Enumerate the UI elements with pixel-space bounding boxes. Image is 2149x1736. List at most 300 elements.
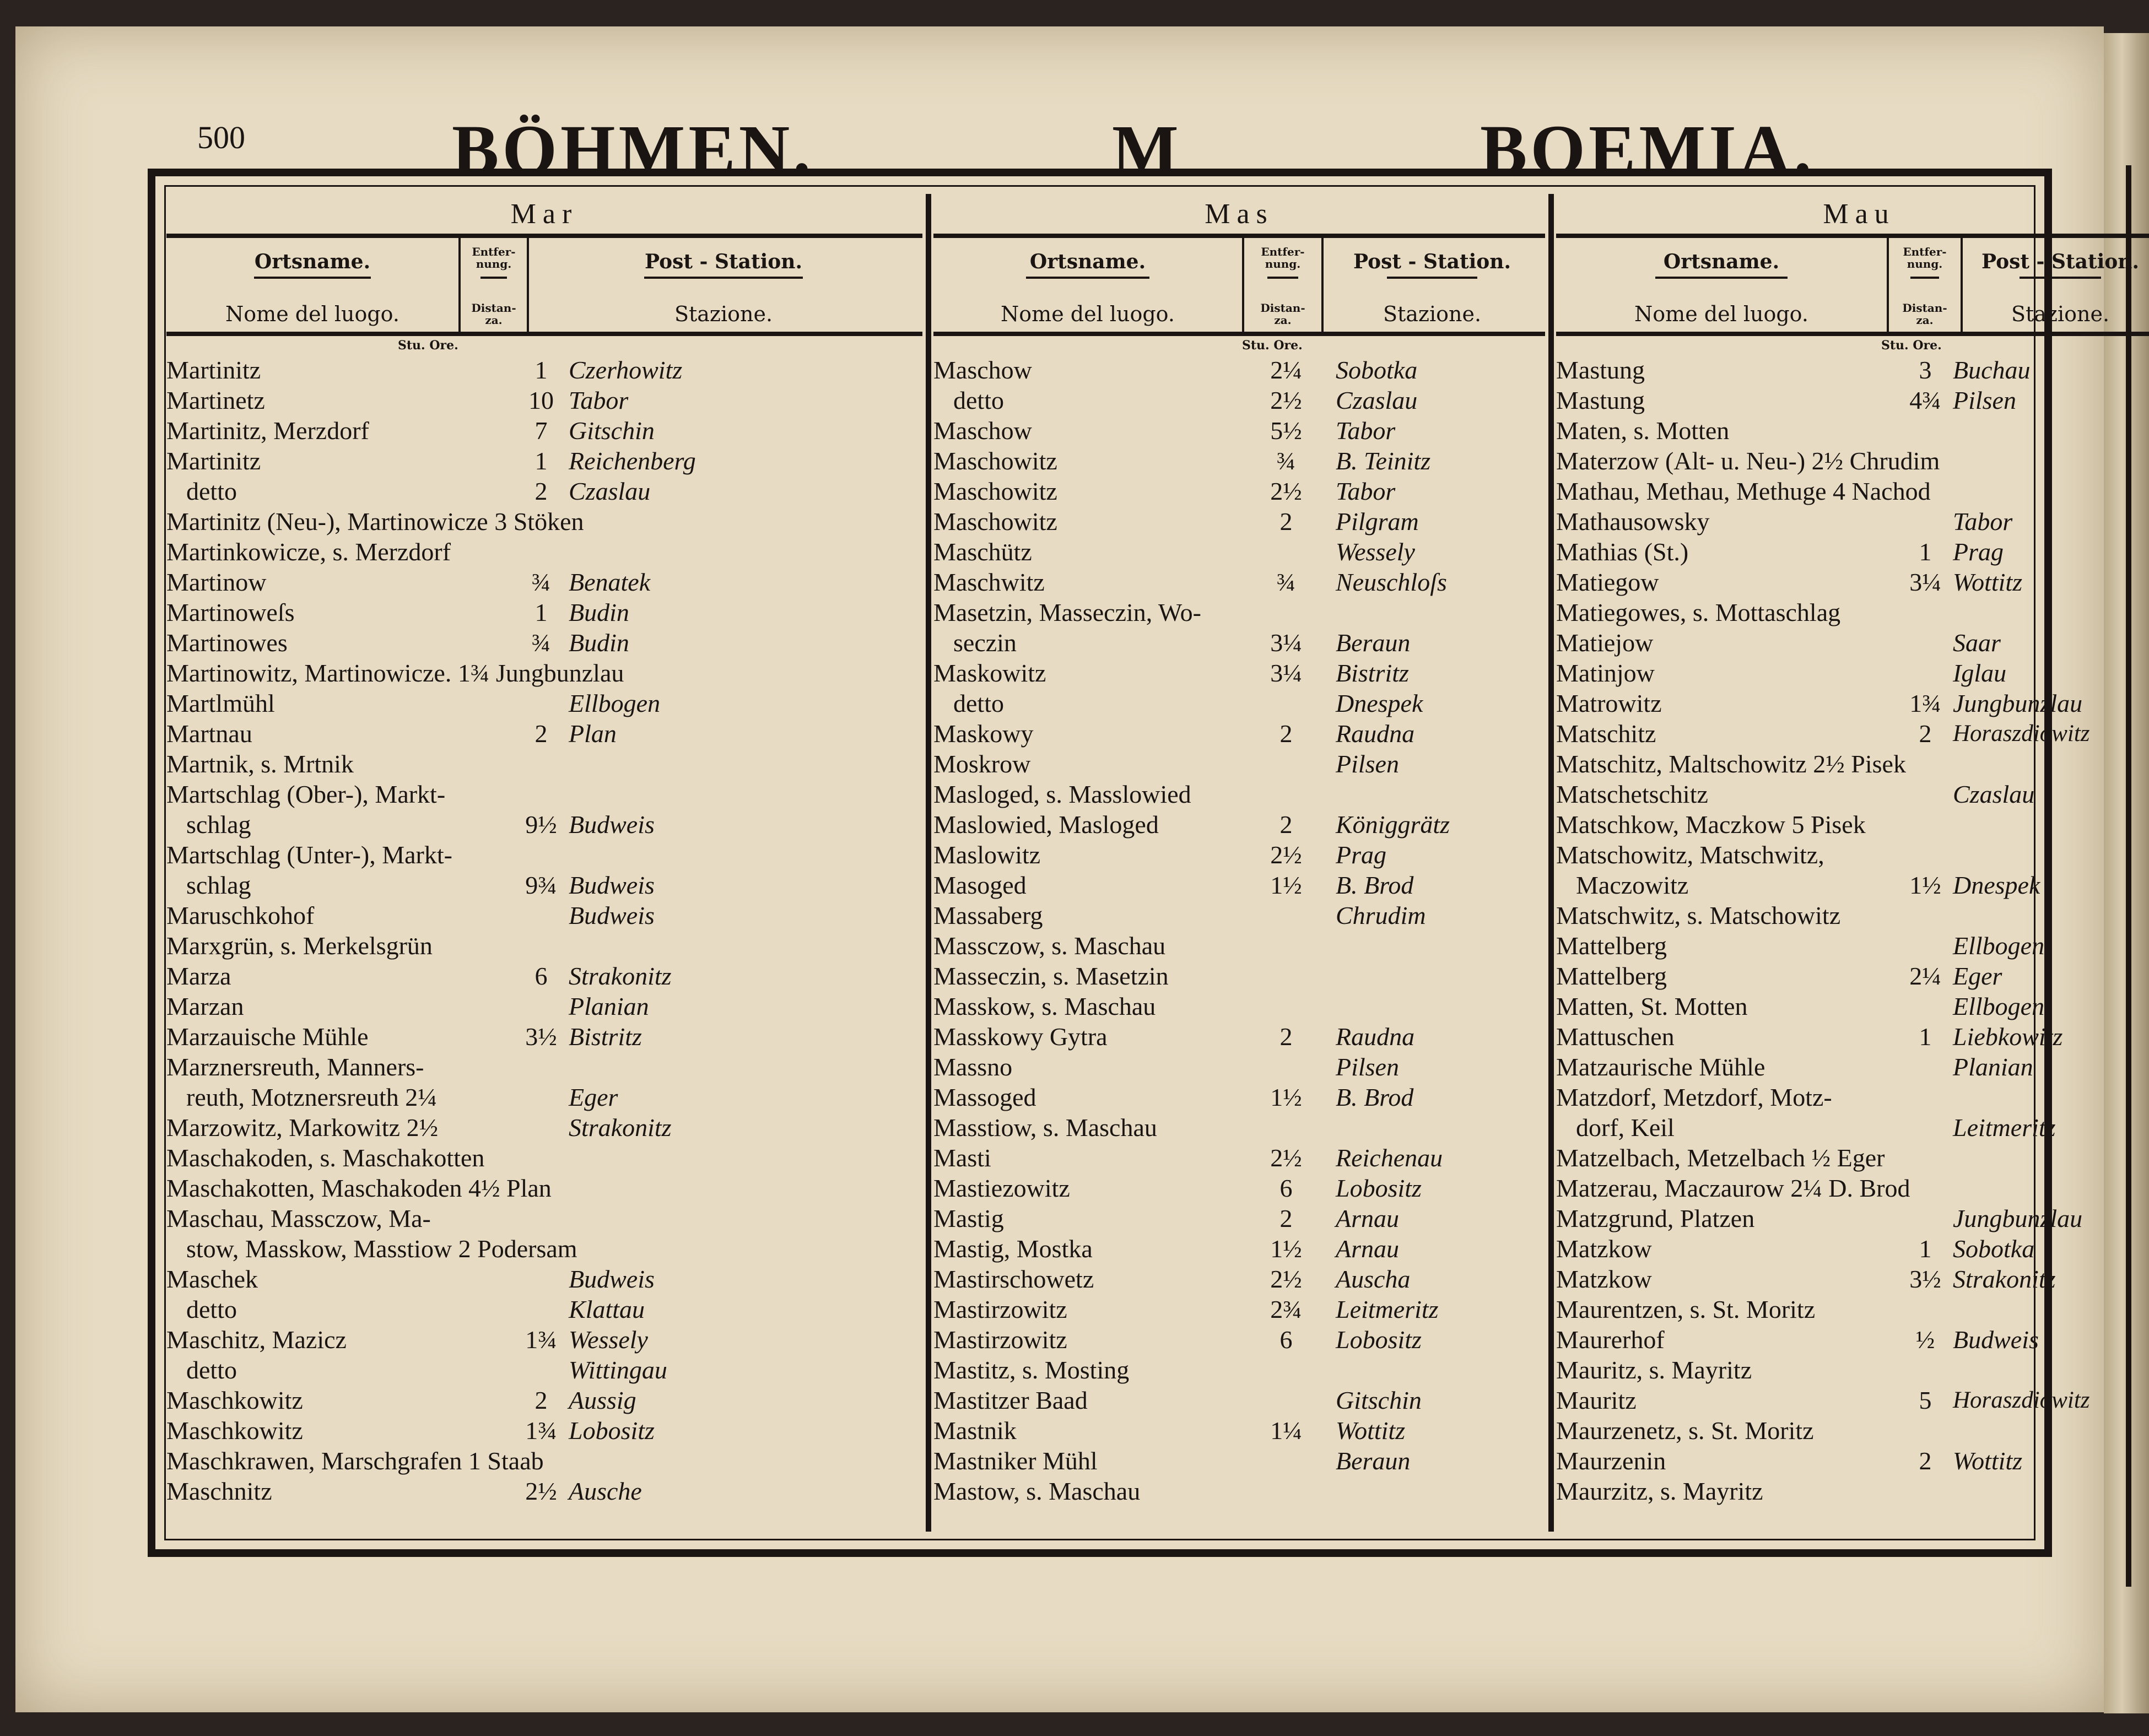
place-name: Mastitzer Baad: [933, 1386, 1088, 1414]
distance: 1¾: [525, 1326, 557, 1354]
header-distance: [458, 238, 529, 332]
table-row: [933, 1415, 1545, 1446]
header-nung: nung.: [1265, 257, 1301, 271]
post-station: Beraun: [1336, 1447, 1411, 1475]
distance: 3½: [1909, 1265, 1941, 1293]
place-name: Maschakoden, s. Maschakotten: [166, 1144, 485, 1172]
place-name: Mathau, Methau, Methuge 4 Nachod: [1556, 477, 1931, 505]
post-station: B. Brod: [1336, 871, 1414, 899]
post-station: Liebkowitz: [1953, 1023, 2063, 1051]
table-row: [933, 446, 1545, 476]
header-entfer: Entfer-: [1903, 245, 1947, 258]
table-row: [166, 1082, 922, 1112]
table-row: [933, 1112, 1545, 1143]
place-name: schlag: [186, 810, 251, 839]
place-name: Maurzenin: [1556, 1447, 1666, 1475]
table-row: [1556, 1021, 2149, 1052]
post-station: Tabor: [1953, 507, 2013, 536]
table-row: [166, 506, 922, 537]
distance: 3¼: [1270, 629, 1302, 657]
table-row: [166, 628, 922, 658]
column-mau: [1556, 198, 2149, 1533]
distance: 4¾: [1909, 386, 1941, 414]
post-station: Plan: [569, 720, 617, 748]
distance: ¾: [531, 568, 551, 596]
header-za: za.: [485, 313, 503, 327]
table-row: [1556, 1324, 2149, 1355]
place-name: Maurzitz, s. Mayritz: [1556, 1477, 1763, 1505]
distance: 1¼: [1270, 1416, 1302, 1445]
table-row: [933, 688, 1545, 718]
place-name: Massaberg: [933, 901, 1043, 929]
place-name: Maschkrawen, Marschgrafen 1 Staab: [166, 1447, 544, 1475]
distance: 1: [1919, 1023, 1932, 1051]
place-name: Mastow, s. Maschau: [933, 1477, 1141, 1505]
table-row: [1556, 1112, 2149, 1143]
header-stazione: Stazione.: [674, 302, 773, 326]
table-row: [1556, 840, 2149, 870]
table-row: [933, 1355, 1545, 1385]
distance: 5½: [1270, 417, 1302, 445]
place-name: detto: [186, 1356, 237, 1384]
place-name: detto: [186, 1295, 237, 1323]
place-name: Marza: [166, 962, 231, 990]
table-row: [933, 779, 1545, 809]
table-row: [166, 1415, 922, 1446]
table-row: [1556, 1415, 2149, 1446]
post-station: Bistritz: [1336, 659, 1409, 687]
table-row: [166, 1324, 922, 1355]
table-row: [933, 506, 1545, 537]
distance: 2½: [1270, 386, 1302, 414]
post-station: Budweis: [569, 1265, 655, 1293]
post-station: Wottitz: [1953, 568, 2023, 596]
table-row: [933, 840, 1545, 870]
table-row: [166, 385, 922, 415]
distance: 2½: [525, 1477, 557, 1505]
place-name: Matiegowes, s. Mottaschlag: [1556, 598, 1841, 626]
post-station: Horaszdiowitz: [1953, 1387, 2090, 1413]
post-station: Gitschin: [1336, 1386, 1422, 1414]
place-name: Mattelberg: [1556, 962, 1667, 990]
post-station: Tabor: [1336, 417, 1396, 445]
table-row: [933, 385, 1545, 415]
place-name: Maurzenetz, s. St. Moritz: [1556, 1416, 1814, 1445]
header-stazione: Stazione.: [1383, 302, 1482, 326]
distance: 2¾: [1270, 1295, 1302, 1323]
place-name: Maczowitz: [1576, 871, 1689, 899]
title-letter: M: [1112, 111, 1182, 189]
place-name: Massoged: [933, 1083, 1036, 1111]
header-distance: [1887, 238, 1963, 332]
place-name: detto: [953, 689, 1004, 717]
post-station: Czaslau: [569, 477, 651, 505]
post-station: Ellbogen: [569, 689, 661, 717]
distance: 2: [534, 477, 548, 505]
column-header: [1556, 234, 2149, 336]
distance: 1½: [1270, 1235, 1302, 1263]
distance: ¾: [1276, 447, 1296, 475]
column-divider: [926, 194, 931, 1532]
place-name: Mastirzowitz: [933, 1295, 1067, 1323]
place-name: Mastig: [933, 1204, 1004, 1232]
table-row: [933, 537, 1545, 567]
place-name: Martinetz: [166, 386, 265, 414]
place-name: Matzdorf, Metzdorf, Motz-: [1556, 1083, 1832, 1111]
post-station: Horaszdiowitz: [1953, 721, 2090, 747]
header-stazione: Stazione.: [2011, 302, 2110, 326]
table-row: [166, 597, 922, 628]
header-za: za.: [1274, 313, 1292, 327]
distance: 2½: [1270, 1265, 1302, 1293]
table-row: [933, 1294, 1545, 1324]
distance: 6: [1279, 1326, 1293, 1354]
table-row: [933, 1476, 1545, 1506]
post-station: Wittingau: [569, 1356, 667, 1384]
title-german: BÖHMEN.: [452, 111, 814, 189]
table-row: [933, 658, 1545, 688]
post-station: Lobositz: [1336, 1174, 1422, 1202]
post-station: Ellbogen: [1953, 992, 2045, 1020]
place-name: Mastirschowetz: [933, 1265, 1094, 1293]
place-name: Mastung: [1556, 386, 1645, 414]
header-post-station: [1958, 238, 2149, 332]
distance: 1½: [1909, 871, 1941, 899]
table-row: [933, 900, 1545, 931]
table-row: [166, 749, 922, 779]
table-row: [933, 1446, 1545, 1476]
place-name: Matschitz, Maltschowitz 2½ Pisek: [1556, 750, 1906, 778]
table-row: [1556, 385, 2149, 415]
place-name: Mauritz: [1556, 1386, 1637, 1414]
place-name: Mastitz, s. Mosting: [933, 1356, 1130, 1384]
distance: 6: [534, 962, 548, 990]
post-station: Klattau: [569, 1295, 645, 1323]
post-station: Czerhowitz: [569, 356, 683, 384]
table-row: [933, 809, 1545, 840]
place-name: Maschnitz: [166, 1477, 272, 1505]
distance: 2: [1279, 1204, 1293, 1232]
distance: ¾: [531, 629, 551, 657]
header-ortsname: Ortsname.: [254, 250, 371, 273]
header-ortsname: Ortsname.: [1029, 250, 1146, 273]
post-station: Tabor: [569, 386, 629, 414]
post-station: Planian: [1953, 1053, 2033, 1081]
table-row: [933, 567, 1545, 597]
place-name: Martnik, s. Mrtnik: [166, 750, 354, 778]
table-row: [933, 355, 1545, 385]
header-nung: nung.: [1907, 257, 1943, 271]
post-station: Iglau: [1953, 659, 2007, 687]
post-station: Wessely: [569, 1326, 648, 1354]
place-name: Maslowitz: [933, 841, 1041, 869]
place-name: Maschakotten, Maschakoden 4½ Plan: [166, 1174, 552, 1202]
table-row: [1556, 870, 2149, 900]
header-nome: Nome del luogo.: [1634, 302, 1808, 326]
post-station: Neuschloſs: [1336, 568, 1447, 596]
table-row: [166, 931, 922, 961]
header-post-station: [1319, 238, 1545, 332]
table-row: [1556, 355, 2149, 385]
post-station: Czaslau: [1336, 386, 1418, 414]
distance: 5: [1919, 1386, 1932, 1414]
table-row: [1556, 900, 2149, 931]
table-row: [166, 840, 922, 870]
post-station: Wessely: [1336, 538, 1415, 566]
post-station: Czaslau: [1953, 780, 2035, 808]
place-name: Mauritz, s. Mayritz: [1556, 1356, 1752, 1384]
post-station: Benatek: [569, 568, 651, 596]
post-station: Budin: [569, 598, 629, 626]
post-station: Arnau: [1336, 1204, 1399, 1232]
distance: ¾: [1276, 568, 1296, 596]
distance: 2¼: [1270, 356, 1302, 384]
place-name: Massczow, s. Maschau: [933, 932, 1166, 960]
place-name: Martschlag (Unter-), Markt-: [166, 841, 452, 869]
place-name: Matzelbach, Metzelbach ½ Eger: [1556, 1144, 1885, 1172]
table-row: [1556, 506, 2149, 537]
place-name: Masloged, s. Masslowied: [933, 780, 1191, 808]
post-station: Bistritz: [569, 1023, 642, 1051]
distance: 3¼: [1909, 568, 1941, 596]
post-station: Budweis: [1953, 1326, 2039, 1354]
table-row: [166, 1173, 922, 1203]
table-row: [933, 628, 1545, 658]
distance: 1: [534, 356, 548, 384]
table-row: [1556, 1385, 2149, 1415]
post-station: Pilsen: [1953, 386, 2016, 414]
distance: 3½: [525, 1023, 557, 1051]
table-row: [1556, 1234, 2149, 1264]
table-row: [1556, 779, 2149, 809]
post-station: Prag: [1953, 538, 2004, 566]
post-station: Buchau: [1953, 356, 2031, 384]
post-station: Dnespek: [1953, 871, 2040, 899]
table-row: [933, 1264, 1545, 1294]
place-name: Mattelberg: [1556, 932, 1667, 960]
distance: 2: [534, 720, 548, 748]
place-name: Martinoweſs: [166, 598, 295, 626]
post-station: Budweis: [569, 810, 655, 839]
distance: 2: [1279, 810, 1293, 839]
post-station: Lobositz: [1336, 1326, 1422, 1354]
distance: 9½: [525, 810, 557, 839]
place-name: Matinjow: [1556, 659, 1655, 687]
table-row: [1556, 658, 2149, 688]
table-row: [1556, 961, 2149, 991]
table-row: [166, 718, 922, 749]
place-name: Maskowitz: [933, 659, 1046, 687]
table-row: [166, 1143, 922, 1173]
column-group-label: Mau: [1823, 198, 1896, 230]
column-mar: [166, 198, 922, 1533]
place-name: Martinitz: [166, 447, 261, 475]
place-name: Maruschkohof: [166, 901, 315, 929]
place-name: schlag: [186, 871, 251, 899]
post-station: Lobositz: [569, 1416, 655, 1445]
distance: 9¾: [525, 871, 557, 899]
distance: 2: [1279, 507, 1293, 536]
place-name: seczin: [953, 629, 1017, 657]
place-name: Masti: [933, 1144, 991, 1172]
place-name: Marzan: [166, 992, 244, 1020]
table-row: [933, 415, 1545, 446]
distance: 2: [1919, 720, 1932, 748]
place-name: Maskowy: [933, 720, 1034, 748]
place-name: Maschek: [166, 1265, 258, 1293]
place-name: Mastig, Mostka: [933, 1235, 1093, 1263]
table-row: [1556, 1143, 2149, 1173]
table-row: [166, 688, 922, 718]
table-row: [166, 961, 922, 991]
post-station: Pilgram: [1336, 507, 1419, 536]
header-entfer: Entfer-: [472, 245, 516, 258]
place-name: Maschowitz: [933, 477, 1057, 505]
place-name: Materzow (Alt- u. Neu-) 2½ Chrudim: [1556, 447, 1940, 475]
place-name: Masskow, s. Maschau: [933, 992, 1156, 1020]
table-row: [1556, 1052, 2149, 1082]
place-name: Mattuschen: [1556, 1023, 1675, 1051]
place-name: Matschwitz, s. Matschowitz: [1556, 901, 1841, 929]
table-row: [933, 1143, 1545, 1173]
place-name: Matschetschitz: [1556, 780, 1708, 808]
post-station: Ellbogen: [1953, 932, 2045, 960]
distance: 7: [534, 417, 548, 445]
header-za: za.: [1916, 313, 1934, 327]
place-name: detto: [953, 386, 1004, 414]
table-row: [933, 1203, 1545, 1234]
place-name: Martinow: [166, 568, 267, 596]
post-station: Pilsen: [1336, 750, 1399, 778]
table-row: [166, 991, 922, 1021]
table-row: [933, 961, 1545, 991]
distance: 1: [534, 598, 548, 626]
place-name: Matschitz: [1556, 720, 1656, 748]
place-name: Matschowitz, Matschwitz,: [1556, 841, 1824, 869]
place-name: Matten, St. Motten: [1556, 992, 1748, 1020]
header-distan: Distan-: [471, 301, 516, 315]
distance: 2: [534, 1386, 548, 1414]
post-station: Auscha: [1336, 1265, 1411, 1293]
post-station: Königgrätz: [1336, 810, 1450, 839]
distance: 6: [1279, 1174, 1293, 1202]
post-station: Wottitz: [1953, 1447, 2023, 1475]
table-row: [1556, 931, 2149, 961]
post-station: Eger: [569, 1083, 618, 1111]
place-name: Matschkow, Maczkow 5 Pisek: [1556, 810, 1866, 839]
post-station: Eger: [1953, 962, 2002, 990]
place-name: Martinitz (Neu-), Martinowicze 3 Stöken: [166, 507, 584, 536]
post-station: Prag: [1336, 841, 1386, 869]
title-italian: BOEMIA.: [1480, 111, 1815, 189]
column-header: [166, 234, 922, 336]
header-ortsname: Ortsname.: [1663, 250, 1780, 273]
table-row: [933, 718, 1545, 749]
distance: 1½: [1270, 1083, 1302, 1111]
place-name: Martinitz: [166, 356, 261, 384]
distance: 10: [528, 386, 554, 414]
table-row: [166, 809, 922, 840]
place-name: Matzgrund, Platzen: [1556, 1204, 1755, 1232]
place-name: Martinitz, Merzdorf: [166, 417, 369, 445]
place-name: dorf, Keil: [1576, 1113, 1675, 1142]
place-name: Maschowitz: [933, 447, 1057, 475]
distance: 2½: [1270, 477, 1302, 505]
table-row: [1556, 1476, 2149, 1506]
header-distance: [1242, 238, 1324, 332]
table-row: [933, 1234, 1545, 1264]
table-row: [166, 1294, 922, 1324]
table-row: [166, 1112, 922, 1143]
post-station: Strakonitz: [569, 1113, 672, 1142]
distance: 1¾: [525, 1416, 557, 1445]
place-name: Maschow: [933, 356, 1032, 384]
place-name: Masetzin, Masseczin, Wo-: [933, 598, 1201, 626]
header-post-station: [525, 238, 922, 332]
table-row: [1556, 567, 2149, 597]
table-row: [1556, 991, 2149, 1021]
table-row: [166, 1355, 922, 1385]
place-name: Mastiezowitz: [933, 1174, 1070, 1202]
post-station: Sobotka: [1953, 1235, 2035, 1263]
place-name: stow, Masskow, Masstiow 2 Podersam: [186, 1235, 577, 1263]
table-row: [933, 931, 1545, 961]
table-row: [1556, 718, 2149, 749]
place-name: Martschlag (Ober-), Markt-: [166, 780, 446, 808]
post-station: Budweis: [569, 871, 655, 899]
table-row: [1556, 628, 2149, 658]
table-row: [933, 1385, 1545, 1415]
table-row: [933, 1173, 1545, 1203]
table-row: [933, 476, 1545, 506]
column-group-label: Mar: [510, 198, 579, 230]
page-number: 500: [197, 120, 245, 155]
table-row: [933, 1082, 1545, 1112]
post-station: B. Brod: [1336, 1083, 1414, 1111]
place-name: Maschow: [933, 417, 1032, 445]
column-mas: [933, 198, 1545, 1533]
distance: 2¼: [1909, 962, 1941, 990]
table-row: [1556, 688, 2149, 718]
table-row: [1556, 1203, 2149, 1234]
place-name: Martnau: [166, 720, 252, 748]
table-row: [166, 779, 922, 809]
post-station: Jungbunzlau: [1953, 689, 2083, 717]
post-station: Budin: [569, 629, 629, 657]
place-name: Marzowitz, Markowitz 2½: [166, 1113, 439, 1142]
post-station: Pilsen: [1336, 1053, 1399, 1081]
table-row: [1556, 446, 2149, 476]
place-name: Maurentzen, s. St. Moritz: [1556, 1295, 1816, 1323]
distance: 2: [1919, 1447, 1932, 1475]
table-row: [166, 900, 922, 931]
distance: 1: [534, 447, 548, 475]
post-station: Dnespek: [1336, 689, 1423, 717]
column-divider: [1548, 194, 1554, 1532]
header-nome: Nome del luogo.: [1001, 302, 1175, 326]
place-name: Maurerhof: [1556, 1326, 1665, 1354]
distance: ½: [1915, 1326, 1935, 1354]
post-station: Raudna: [1336, 720, 1415, 748]
table-row: [166, 870, 922, 900]
post-station: Saar: [1953, 629, 2001, 657]
post-station: Beraun: [1336, 629, 1411, 657]
distance: 2: [1279, 720, 1293, 748]
table-row: [166, 1052, 922, 1082]
header-stu-ore: Stu. Ore.: [1242, 338, 1303, 353]
table-row: [933, 749, 1545, 779]
place-name: Matzaurische Mühle: [1556, 1053, 1765, 1081]
